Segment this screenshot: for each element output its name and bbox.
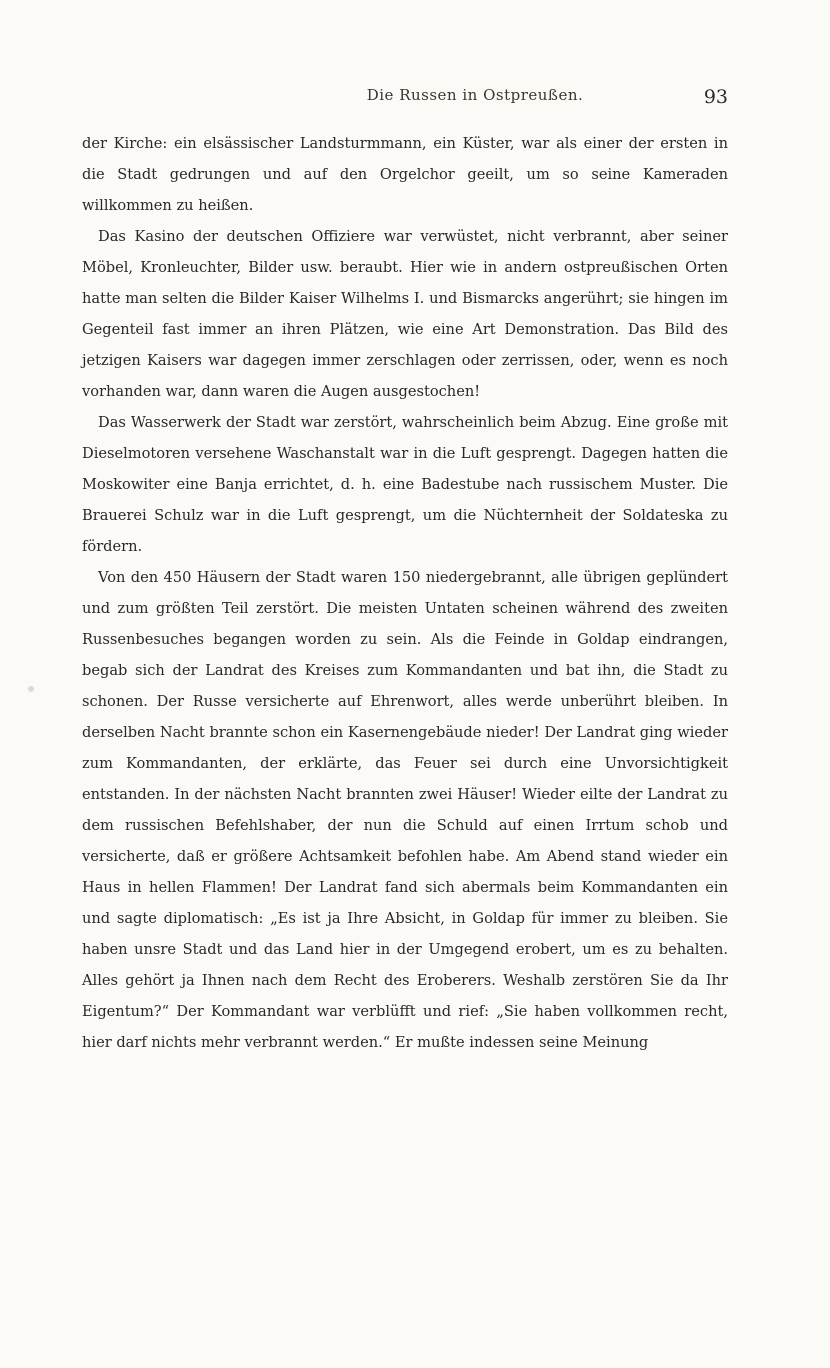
- paragraph: Das Kasino der deutschen Offiziere war verwüstet, nicht verbrannt, aber seiner Möbel, Kronleuchter, Bilder usw. beraubt. Hier wie in andern ostpreußischen Orten hatte man selten die Bilder Kaiser Wilhelms I. und Bismarcks angerührt; sie hingen im Gegenteil fast immer an ihren Plätzen, wie eine Art Demonstration. Das Bild des jetzigen Kaisers war dagegen immer zerschlagen oder zerrissen, oder, wenn es noch vorhanden war, dann waren die Augen ausgestochen!: [82, 228, 728, 400]
- paper-speck: [28, 686, 34, 692]
- page-number: 93: [703, 86, 728, 108]
- body-text: [82, 128, 728, 1058]
- paragraph: Von den 450 Häusern der Stadt waren 150 niedergebrannt, alle übrigen geplündert und zum größten Teil zerstört. Die meisten Untaten scheinen während des zweiten Russenbesuches begangen worden zu sein. Als die Feinde in Goldap eindrangen, begab sich der Landrat des Kreises zum Kommandanten und bat ihn, die Stadt zu schonen. Der Russe versicherte auf Ehrenwort, alles werde unberührt bleiben. In derselben Nacht brannte schon ein Kasernengebäude nieder! Der Landrat ging wieder zum Kommandanten, der erklärte, das Feuer sei durch eine Unvorsichtigkeit entstanden. In der nächsten Nacht brannten zwei Häuser! Wieder eilte der Landrat zu dem russischen Befehlshaber, der nun die Schuld auf einen Irrtum schob und versicherte, daß er größere Achtsamkeit befohlen habe. Am Abend stand wieder ein Haus in hellen Flammen! Der Landrat fand sich abermals beim Kommandanten ein und sagte diplomatisch: „Es ist ja Ihre Absicht, in Goldap für immer zu bleiben. Sie haben unsre Stadt und das Land hier in der Umgegend erobert, um es zu behalten. Alles gehört ja Ihnen nach dem Recht des Eroberers. Weshalb zerstören Sie da Ihr Eigentum?“ Der Kommandant war verblüfft und rief: „Sie haben vollkommen recht, hier darf nichts mehr verbrannt werden.“ Er mußte indessen seine Meinung: [82, 569, 728, 1051]
- paragraph: der Kirche: ein elsässischer Landsturmmann, ein Küster, war als einer der ersten in die Stadt gedrungen und auf den Orgelchor geeilt, um so seine Kameraden willkommen zu heißen.: [82, 135, 728, 214]
- paragraph: Das Wasserwerk der Stadt war zerstört, wahrscheinlich beim Abzug. Eine große mit Dieselmotoren versehene Waschanstalt war in die Luft gesprengt. Dagegen hatten die Moskowiter eine Banja errichtet, d. h. eine Badestube nach russischem Muster. Die Brauerei Schulz war in die Luft gesprengt, um die Nüchternheit der Soldateska zu fördern.: [82, 414, 728, 555]
- running-title: Die Russen in Ostpreußen.: [366, 86, 584, 104]
- page-header: [82, 84, 728, 108]
